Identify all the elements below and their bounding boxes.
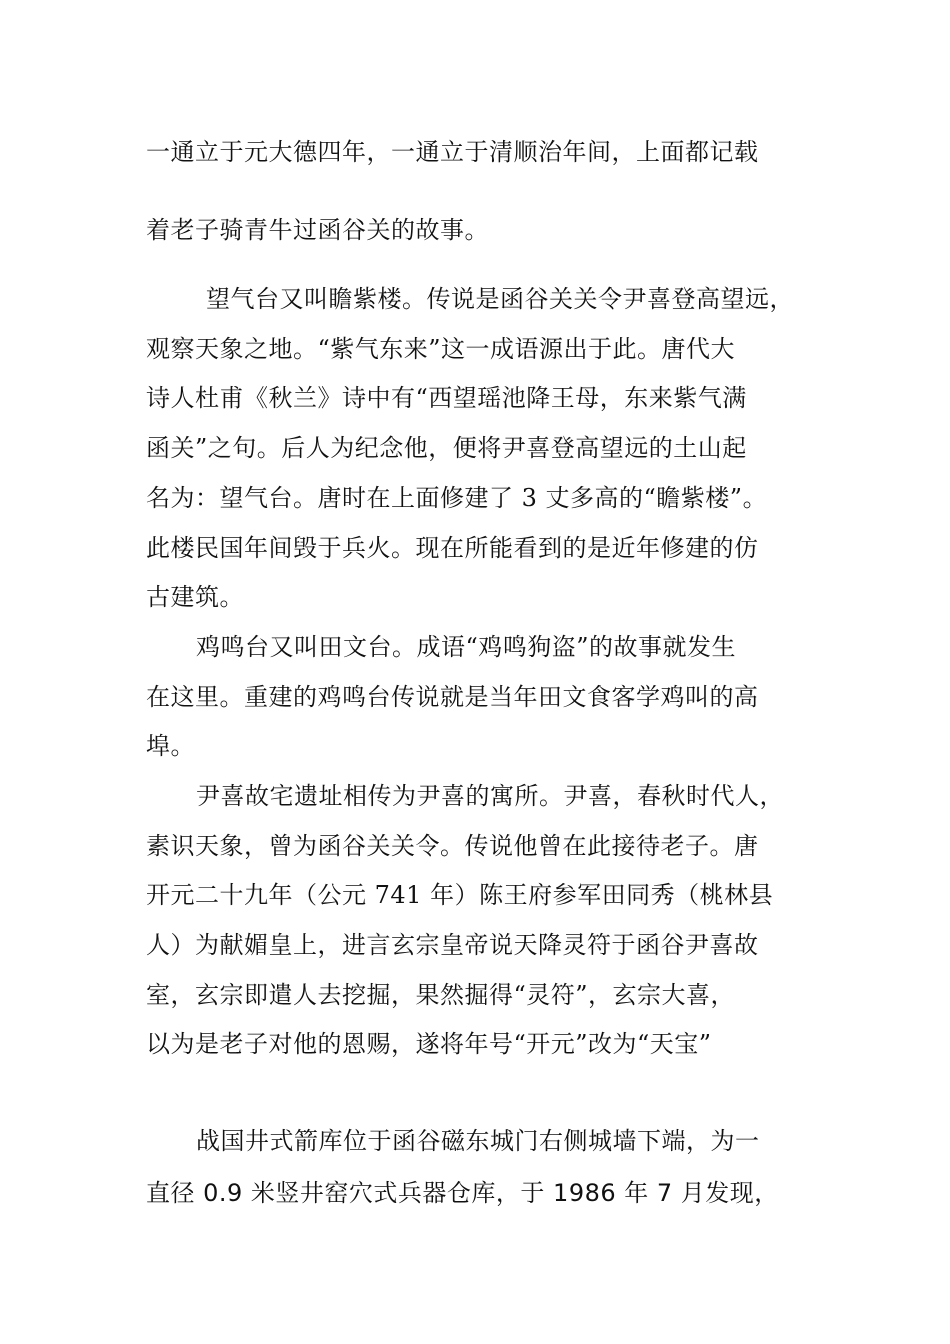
text-line: 室，玄宗即遣人去挖掘，果然掘得“灵符”，玄宗大喜， [146,981,736,1009]
text-line: 埠。 [146,732,195,760]
paragraph-start: 战国井式箭库位于函谷磁东城门右侧城墙下端，为一 [196,1127,760,1155]
text-line: 名为：望气台。唐时在上面修建了 3 丈多高的“瞻紫楼”。 [146,484,768,512]
text-line: 古建筑。 [146,583,244,611]
text-line: 开元二十九年（公元 741 年）陈王府参军田同秀（桃林县 [146,881,774,909]
text-line: 函关”之句。后人为纪念他，便将尹喜登高望远的土山起 [146,434,747,462]
text-line: 直径 0.9 米竖井窑穴式兵器仓库，于 1986 年 7 月发现， [146,1179,779,1207]
paragraph-start: 望气台又叫瞻紫楼。传说是函谷关关令尹喜登高望远， [206,285,794,313]
paragraph-start: 鸡鸣台又叫田文台。成语“鸡鸣狗盗”的故事就发生 [196,633,737,661]
text-line: 在这里。重建的鸡鸣台传说就是当年田文食客学鸡叫的高 [146,683,759,711]
text-line: 素识天象，曾为函谷关关令。传说他曾在此接待老子。唐 [146,832,759,860]
text-line: 诗人杜甫《秋兰》诗中有“西望瑶池降王母，东来紫气满 [146,384,747,412]
text-line: 人）为献媚皇上，进言玄宗皇帝说天降灵符于函谷尹喜故 [146,931,759,959]
text-line: 观察天象之地。“紫气东来”这一成语源出于此。唐代大 [146,335,736,363]
text-line: 一通立于元大德四年，一通立于清顺治年间，上面都记载 [146,138,759,166]
text-line: 此楼民国年间毁于兵火。现在所能看到的是近年修建的仿 [146,534,759,562]
paragraph-start: 尹喜故宅遗址相传为尹喜的寓所。尹喜，春秋时代人， [196,782,784,810]
text-line: 以为是老子对他的恩赐，遂将年号“开元”改为“天宝” [146,1030,712,1058]
text-line: 着老子骑青牛过函谷关的故事。 [146,216,489,244]
